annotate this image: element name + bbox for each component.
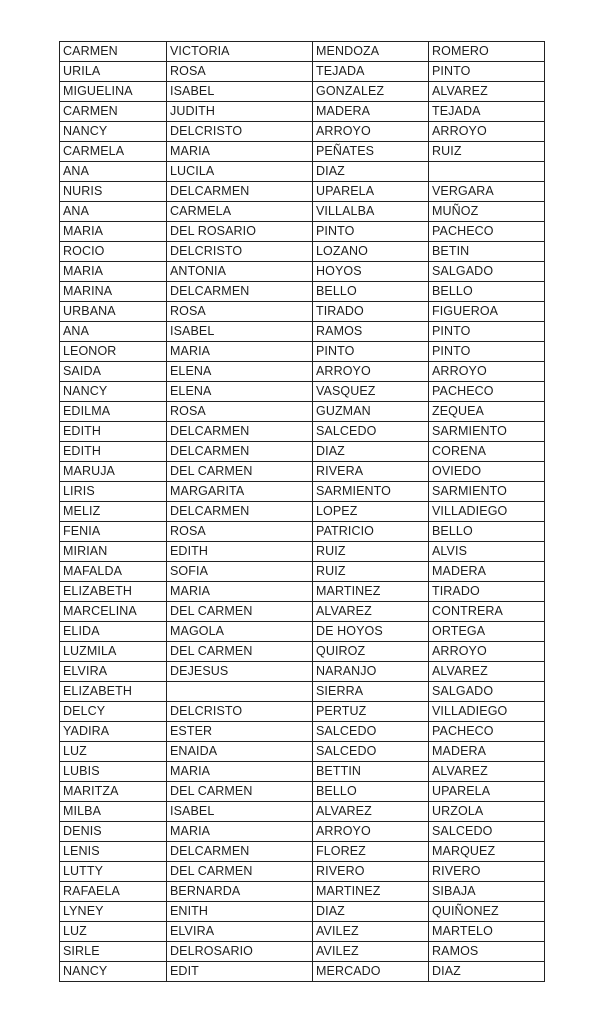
first-name-cell: MARINA <box>60 282 167 302</box>
first-name-cell: ELIDA <box>60 622 167 642</box>
table-row <box>60 442 545 462</box>
table-row <box>60 542 545 562</box>
middle-name-cell: MARIA <box>167 822 313 842</box>
table-row <box>60 822 545 842</box>
first-name-cell: MARIA <box>60 262 167 282</box>
middle-name-cell: ELENA <box>167 362 313 382</box>
first-name-cell: CARMELA <box>60 142 167 162</box>
middle-name-cell: CARMELA <box>167 202 313 222</box>
second-surname-cell: PINTO <box>429 62 545 82</box>
first-surname-cell: HOYOS <box>313 262 429 282</box>
first-surname-cell: DIAZ <box>313 902 429 922</box>
first-surname-cell: SIERRA <box>313 682 429 702</box>
second-surname-cell: PINTO <box>429 342 545 362</box>
middle-name-cell: DEJESUS <box>167 662 313 682</box>
first-surname-cell: ARROYO <box>313 122 429 142</box>
middle-name-cell: ESTER <box>167 722 313 742</box>
table-row <box>60 702 545 722</box>
table-row <box>60 642 545 662</box>
first-surname-cell: MARTINEZ <box>313 882 429 902</box>
middle-name-cell: BERNARDA <box>167 882 313 902</box>
first-surname-cell: UPARELA <box>313 182 429 202</box>
first-name-cell: NANCY <box>60 962 167 982</box>
table-row <box>60 82 545 102</box>
second-surname-cell: ALVIS <box>429 542 545 562</box>
middle-name-cell: MARIA <box>167 342 313 362</box>
first-name-cell: SAIDA <box>60 362 167 382</box>
first-surname-cell: ARROYO <box>313 822 429 842</box>
first-surname-cell: TIRADO <box>313 302 429 322</box>
second-surname-cell: SIBAJA <box>429 882 545 902</box>
first-name-cell: MARUJA <box>60 462 167 482</box>
middle-name-cell: DELCARMEN <box>167 442 313 462</box>
middle-name-cell: MAGOLA <box>167 622 313 642</box>
second-surname-cell: MADERA <box>429 742 545 762</box>
second-surname-cell: RAMOS <box>429 942 545 962</box>
second-surname-cell: MARQUEZ <box>429 842 545 862</box>
table-row <box>60 862 545 882</box>
first-surname-cell: DIAZ <box>313 442 429 462</box>
first-surname-cell: PINTO <box>313 222 429 242</box>
first-surname-cell: LOPEZ <box>313 502 429 522</box>
first-name-cell: URILA <box>60 62 167 82</box>
first-surname-cell: BETTIN <box>313 762 429 782</box>
first-name-cell: NURIS <box>60 182 167 202</box>
names-table-body <box>60 42 545 982</box>
first-surname-cell: GONZALEZ <box>313 82 429 102</box>
first-name-cell: MIRIAN <box>60 542 167 562</box>
first-surname-cell: ALVAREZ <box>313 602 429 622</box>
second-surname-cell: MARTELO <box>429 922 545 942</box>
table-row <box>60 242 545 262</box>
first-name-cell: EDITH <box>60 442 167 462</box>
first-name-cell: NANCY <box>60 122 167 142</box>
table-row <box>60 682 545 702</box>
table-row <box>60 662 545 682</box>
second-surname-cell: TIRADO <box>429 582 545 602</box>
first-surname-cell: MERCADO <box>313 962 429 982</box>
first-name-cell: CARMEN <box>60 42 167 62</box>
first-surname-cell: QUIROZ <box>313 642 429 662</box>
second-surname-cell: RIVERO <box>429 862 545 882</box>
middle-name-cell: DEL ROSARIO <box>167 222 313 242</box>
second-surname-cell: ALVAREZ <box>429 82 545 102</box>
table-row <box>60 282 545 302</box>
middle-name-cell: EDITH <box>167 542 313 562</box>
first-name-cell: MILBA <box>60 802 167 822</box>
second-surname-cell: ARROYO <box>429 362 545 382</box>
middle-name-cell: ENITH <box>167 902 313 922</box>
first-name-cell: CARMEN <box>60 102 167 122</box>
second-surname-cell: QUIÑONEZ <box>429 902 545 922</box>
table-row <box>60 122 545 142</box>
second-surname-cell: MADERA <box>429 562 545 582</box>
table-row <box>60 882 545 902</box>
first-surname-cell: DE HOYOS <box>313 622 429 642</box>
second-surname-cell: URZOLA <box>429 802 545 822</box>
first-name-cell: DENIS <box>60 822 167 842</box>
middle-name-cell: MARIA <box>167 582 313 602</box>
second-surname-cell: CONTRERA <box>429 602 545 622</box>
first-name-cell: LENIS <box>60 842 167 862</box>
middle-name-cell: ROSA <box>167 62 313 82</box>
table-row <box>60 382 545 402</box>
first-name-cell: LYNEY <box>60 902 167 922</box>
table-row <box>60 602 545 622</box>
middle-name-cell: SOFIA <box>167 562 313 582</box>
first-name-cell: MARCELINA <box>60 602 167 622</box>
first-name-cell: MARIA <box>60 222 167 242</box>
table-row <box>60 902 545 922</box>
second-surname-cell <box>429 162 545 182</box>
table-row <box>60 482 545 502</box>
table-row <box>60 162 545 182</box>
table-row <box>60 222 545 242</box>
second-surname-cell: BELLO <box>429 522 545 542</box>
first-name-cell: ROCIO <box>60 242 167 262</box>
middle-name-cell: LUCILA <box>167 162 313 182</box>
second-surname-cell: SALGADO <box>429 262 545 282</box>
second-surname-cell: DIAZ <box>429 962 545 982</box>
first-name-cell: ELIZABETH <box>60 682 167 702</box>
first-name-cell: YADIRA <box>60 722 167 742</box>
table-row <box>60 362 545 382</box>
second-surname-cell: ORTEGA <box>429 622 545 642</box>
first-surname-cell: ARROYO <box>313 362 429 382</box>
second-surname-cell: VILLADIEGO <box>429 702 545 722</box>
first-name-cell: LUTTY <box>60 862 167 882</box>
second-surname-cell: ARROYO <box>429 642 545 662</box>
second-surname-cell: ARROYO <box>429 122 545 142</box>
first-name-cell: RAFAELA <box>60 882 167 902</box>
second-surname-cell: FIGUEROA <box>429 302 545 322</box>
second-surname-cell: ALVAREZ <box>429 662 545 682</box>
second-surname-cell: SALCEDO <box>429 822 545 842</box>
table-row <box>60 342 545 362</box>
first-surname-cell: RIVERO <box>313 862 429 882</box>
first-surname-cell: TEJADA <box>313 62 429 82</box>
second-surname-cell: MUÑOZ <box>429 202 545 222</box>
second-surname-cell: ZEQUEA <box>429 402 545 422</box>
first-name-cell: LUBIS <box>60 762 167 782</box>
middle-name-cell: VICTORIA <box>167 42 313 62</box>
middle-name-cell: JUDITH <box>167 102 313 122</box>
first-surname-cell: RUIZ <box>313 542 429 562</box>
first-surname-cell: SARMIENTO <box>313 482 429 502</box>
middle-name-cell: DELROSARIO <box>167 942 313 962</box>
first-name-cell: SIRLE <box>60 942 167 962</box>
first-surname-cell: NARANJO <box>313 662 429 682</box>
middle-name-cell: ELENA <box>167 382 313 402</box>
first-surname-cell: AVILEZ <box>313 922 429 942</box>
middle-name-cell: DEL CARMEN <box>167 862 313 882</box>
first-name-cell: ELVIRA <box>60 662 167 682</box>
second-surname-cell: PACHECO <box>429 382 545 402</box>
second-surname-cell: CORENA <box>429 442 545 462</box>
table-row <box>60 962 545 982</box>
middle-name-cell: DEL CARMEN <box>167 462 313 482</box>
second-surname-cell: PINTO <box>429 322 545 342</box>
first-surname-cell: RAMOS <box>313 322 429 342</box>
table-row <box>60 302 545 322</box>
middle-name-cell: ROSA <box>167 402 313 422</box>
first-surname-cell: PERTUZ <box>313 702 429 722</box>
first-name-cell: LEONOR <box>60 342 167 362</box>
middle-name-cell: MARGARITA <box>167 482 313 502</box>
first-surname-cell: VILLALBA <box>313 202 429 222</box>
middle-name-cell: MARIA <box>167 142 313 162</box>
table-row <box>60 102 545 122</box>
middle-name-cell: ISABEL <box>167 322 313 342</box>
table-row <box>60 262 545 282</box>
first-name-cell: EDILMA <box>60 402 167 422</box>
first-surname-cell: BELLO <box>313 282 429 302</box>
first-surname-cell: PINTO <box>313 342 429 362</box>
first-surname-cell: SALCEDO <box>313 722 429 742</box>
middle-name-cell: ROSA <box>167 522 313 542</box>
second-surname-cell: SALGADO <box>429 682 545 702</box>
middle-name-cell: DELCRISTO <box>167 702 313 722</box>
first-surname-cell: SALCEDO <box>313 742 429 762</box>
second-surname-cell: PACHECO <box>429 722 545 742</box>
first-surname-cell: VASQUEZ <box>313 382 429 402</box>
first-surname-cell: FLOREZ <box>313 842 429 862</box>
table-row <box>60 622 545 642</box>
table-row <box>60 562 545 582</box>
first-name-cell: LUZMILA <box>60 642 167 662</box>
table-row <box>60 762 545 782</box>
middle-name-cell: ENAIDA <box>167 742 313 762</box>
middle-name-cell: DELCARMEN <box>167 502 313 522</box>
first-surname-cell: RUIZ <box>313 562 429 582</box>
second-surname-cell: BELLO <box>429 282 545 302</box>
second-surname-cell: SARMIENTO <box>429 422 545 442</box>
table-row <box>60 942 545 962</box>
first-surname-cell: PATRICIO <box>313 522 429 542</box>
first-name-cell: ANA <box>60 322 167 342</box>
table-row <box>60 422 545 442</box>
first-surname-cell: SALCEDO <box>313 422 429 442</box>
first-surname-cell: BELLO <box>313 782 429 802</box>
second-surname-cell: OVIEDO <box>429 462 545 482</box>
middle-name-cell: DELCARMEN <box>167 182 313 202</box>
table-row <box>60 402 545 422</box>
first-name-cell: MARITZA <box>60 782 167 802</box>
middle-name-cell: DEL CARMEN <box>167 782 313 802</box>
names-table <box>59 41 545 982</box>
middle-name-cell: MARIA <box>167 762 313 782</box>
first-name-cell: DELCY <box>60 702 167 722</box>
table-row <box>60 62 545 82</box>
table-row <box>60 742 545 762</box>
first-surname-cell: ALVAREZ <box>313 802 429 822</box>
middle-name-cell: DELCARMEN <box>167 282 313 302</box>
second-surname-cell: SARMIENTO <box>429 482 545 502</box>
first-name-cell: MELIZ <box>60 502 167 522</box>
table-row <box>60 502 545 522</box>
table-row <box>60 582 545 602</box>
first-surname-cell: GUZMAN <box>313 402 429 422</box>
second-surname-cell: ROMERO <box>429 42 545 62</box>
middle-name-cell: ANTONIA <box>167 262 313 282</box>
first-name-cell: URBANA <box>60 302 167 322</box>
table-row <box>60 922 545 942</box>
second-surname-cell: UPARELA <box>429 782 545 802</box>
table-row <box>60 782 545 802</box>
table-row <box>60 802 545 822</box>
table-row <box>60 142 545 162</box>
first-name-cell: MIGUELINA <box>60 82 167 102</box>
middle-name-cell: ISABEL <box>167 82 313 102</box>
first-name-cell: ANA <box>60 162 167 182</box>
middle-name-cell: DELCRISTO <box>167 122 313 142</box>
first-surname-cell: DIAZ <box>313 162 429 182</box>
first-surname-cell: PEÑATES <box>313 142 429 162</box>
first-surname-cell: MARTINEZ <box>313 582 429 602</box>
first-name-cell: LIRIS <box>60 482 167 502</box>
first-surname-cell: LOZANO <box>313 242 429 262</box>
first-name-cell: LUZ <box>60 922 167 942</box>
second-surname-cell: RUIZ <box>429 142 545 162</box>
middle-name-cell: ROSA <box>167 302 313 322</box>
second-surname-cell: VERGARA <box>429 182 545 202</box>
middle-name-cell: DEL CARMEN <box>167 642 313 662</box>
middle-name-cell: ELVIRA <box>167 922 313 942</box>
middle-name-cell: EDIT <box>167 962 313 982</box>
table-row <box>60 842 545 862</box>
middle-name-cell: DELCARMEN <box>167 422 313 442</box>
table-row <box>60 42 545 62</box>
second-surname-cell: BETIN <box>429 242 545 262</box>
first-surname-cell: RIVERA <box>313 462 429 482</box>
second-surname-cell: VILLADIEGO <box>429 502 545 522</box>
table-row <box>60 322 545 342</box>
first-name-cell: MAFALDA <box>60 562 167 582</box>
first-surname-cell: AVILEZ <box>313 942 429 962</box>
second-surname-cell: TEJADA <box>429 102 545 122</box>
middle-name-cell: DELCARMEN <box>167 842 313 862</box>
middle-name-cell: DEL CARMEN <box>167 602 313 622</box>
table-row <box>60 202 545 222</box>
table-row <box>60 722 545 742</box>
first-name-cell: EDITH <box>60 422 167 442</box>
table-row <box>60 522 545 542</box>
first-surname-cell: MENDOZA <box>313 42 429 62</box>
table-row <box>60 182 545 202</box>
first-surname-cell: MADERA <box>313 102 429 122</box>
first-name-cell: FENIA <box>60 522 167 542</box>
first-name-cell: ANA <box>60 202 167 222</box>
second-surname-cell: PACHECO <box>429 222 545 242</box>
middle-name-cell: DELCRISTO <box>167 242 313 262</box>
first-name-cell: LUZ <box>60 742 167 762</box>
table-row <box>60 462 545 482</box>
middle-name-cell: ISABEL <box>167 802 313 822</box>
middle-name-cell <box>167 682 313 702</box>
first-name-cell: NANCY <box>60 382 167 402</box>
first-name-cell: ELIZABETH <box>60 582 167 602</box>
second-surname-cell: ALVAREZ <box>429 762 545 782</box>
